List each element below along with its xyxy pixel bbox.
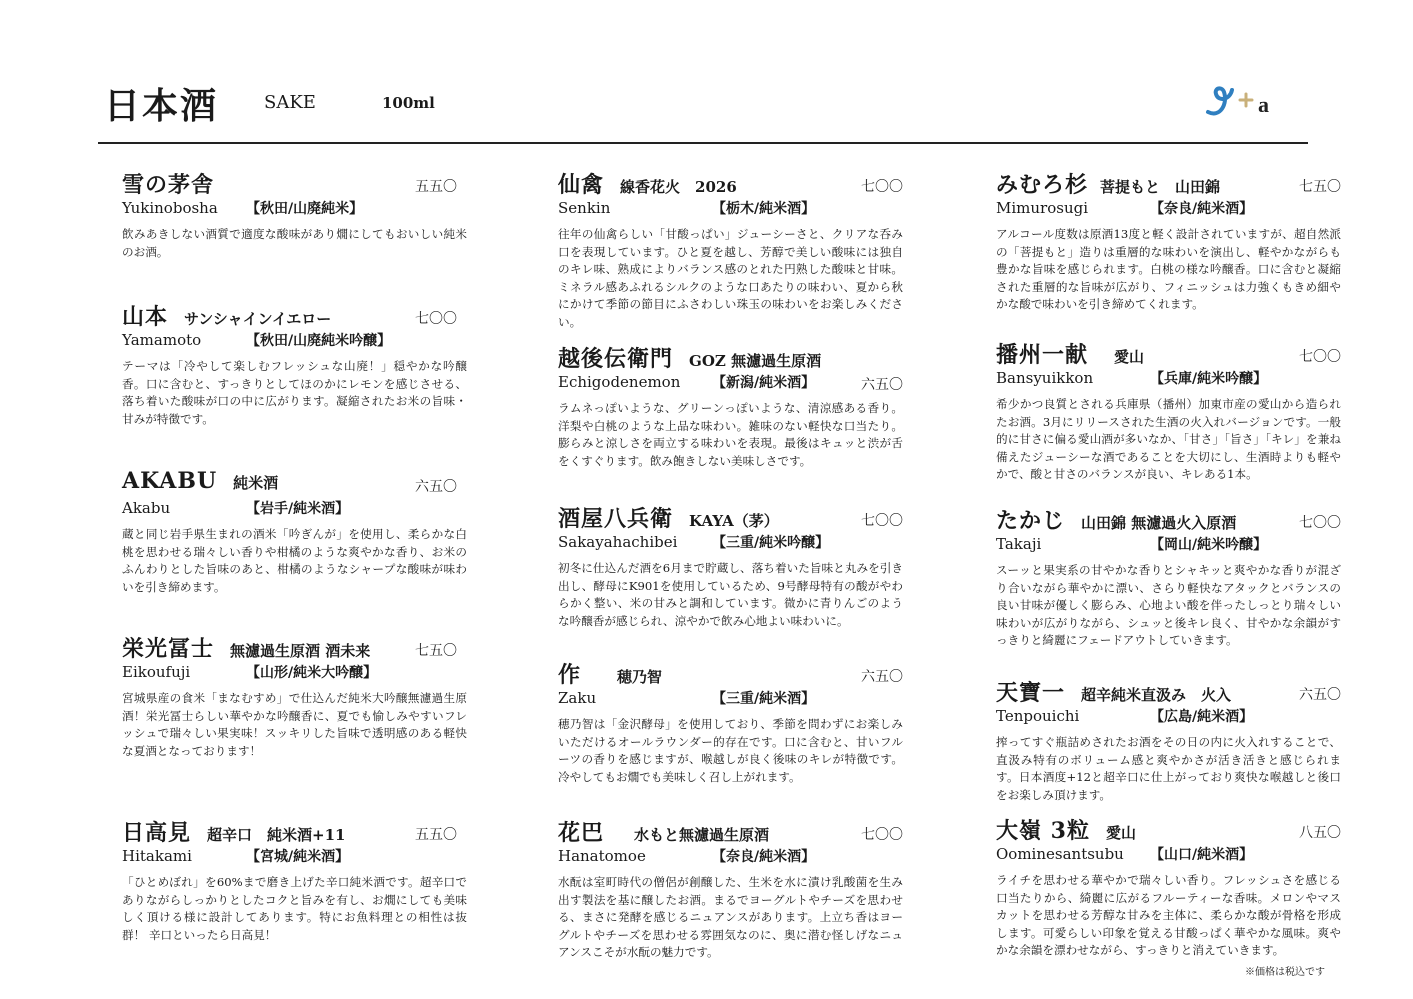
sake-romaji: Eikoufuji bbox=[122, 663, 191, 681]
sake-romaji: Bansyuikkon bbox=[996, 369, 1094, 387]
sake-item bbox=[122, 168, 467, 261]
sake-name: 天寶一 bbox=[996, 680, 1066, 706]
sake-region: 【秋田/山廃純米】 bbox=[246, 201, 364, 217]
sake-romaji: Sakayahachibei bbox=[558, 533, 678, 551]
sake-subtitle: 純米酒 bbox=[233, 474, 279, 492]
sake-region: 【新潟/純米酒】 bbox=[712, 375, 816, 391]
sake-description: 初冬に仕込んだ酒を6月まで貯蔵し、落ち着いた旨味と丸みを引き出し、酵母にK901を使用しているため、9号酵母特有の酸がやわらかく整い、米の甘みと調和しています。微かに青りんごのような吟醸香が感じられ、涼やかで飲み心地よい味わいに。 bbox=[558, 561, 903, 628]
sake-romaji: Tenpouichi bbox=[996, 707, 1080, 725]
sake-region: 【広島/純米酒】 bbox=[1150, 709, 1254, 725]
sake-region: 【岩手/純米酒】 bbox=[246, 501, 350, 517]
sake-price: 六五〇 bbox=[861, 669, 903, 685]
sake-name: 花巴 bbox=[558, 820, 605, 846]
sake-name: 越後伝衛門 bbox=[558, 346, 674, 372]
sake-region: 【山形/純米大吟醸】 bbox=[246, 665, 378, 681]
sake-item bbox=[558, 168, 903, 331]
sake-item bbox=[558, 658, 903, 786]
sake-price: 七五〇 bbox=[1299, 179, 1341, 195]
sake-item bbox=[122, 300, 467, 428]
sake-price: 七〇〇 bbox=[415, 311, 457, 327]
sake-price: 六五〇 bbox=[861, 377, 903, 393]
sake-name: みむろ杉 bbox=[996, 172, 1089, 198]
serving-volume: 100ml bbox=[382, 94, 435, 112]
sake-region: 【山口/純米酒】 bbox=[1150, 847, 1254, 863]
sake-name: 大嶺 3粒 bbox=[996, 818, 1090, 844]
sake-region: 【三重/純米吟醸】 bbox=[712, 535, 830, 551]
sake-subtitle: 超辛口 純米酒+11 bbox=[207, 826, 346, 844]
sake-item bbox=[996, 338, 1341, 484]
sake-name: 栄光冨士 bbox=[122, 636, 215, 662]
sake-region: 【奈良/純米酒】 bbox=[712, 849, 816, 865]
sake-description: 蔵と同じ岩手県生まれの酒米「吟ぎんが」を使用し、柔らかな白桃を思わせる瑞々しい香りや柑橘のような爽やかな香り、お米のふんわりとした旨味のあと、柑橘のようなシャープな酸味が味わいを引き締めます。 bbox=[122, 527, 467, 594]
sake-price: 七〇〇 bbox=[1299, 515, 1341, 531]
sake-subtitle: 超辛純米直汲み 火入 bbox=[1081, 686, 1232, 704]
sake-subtitle: 穂乃智 bbox=[617, 668, 663, 686]
sake-price: 五五〇 bbox=[415, 179, 457, 195]
sake-description: アルコール度数は原酒13度と軽く設計されていますが、超自然派の「菩提もと」造りは重層的な味わいを演出し、軽やかながらも豊かな旨味を感じられます。白桃の様な吟醸香。口に含むと凝縮された重層的な旨味が広がり、フィニッシュは力強くもきめ細やかな酸で味わいを引き締めてくれます。 bbox=[996, 227, 1341, 311]
sake-price: 七〇〇 bbox=[861, 513, 903, 529]
sake-price: 七〇〇 bbox=[1299, 349, 1341, 365]
sake-item bbox=[996, 676, 1341, 804]
header-divider bbox=[98, 142, 1308, 144]
sake-region: 【宮城/純米酒】 bbox=[246, 849, 350, 865]
sake-romaji: Yamamoto bbox=[122, 331, 202, 349]
sake-romaji: Akabu bbox=[122, 499, 171, 517]
sake-name: 山本 bbox=[122, 304, 169, 330]
sake-item bbox=[122, 468, 467, 596]
sake-name: AKABU bbox=[122, 468, 218, 494]
sake-price: 八五〇 bbox=[1299, 825, 1341, 841]
sake-description: テーマは「冷やして楽しむフレッシュな山廃！」穏やかな吟醸香。口に含むと、すっきりとしてほのかにレモンを感じさせる、落ち着いた酸味が口の中に広がります。凝縮されたお米の旨味・甘みが特徴です。 bbox=[122, 359, 467, 426]
sake-description: 穂乃智は「金沢酵母」を使用しており、季節を問わずにお楽しみいただけるオールラウンダー的存在です。口に含むと、甘いフルーツの香りを感じますが、喉越しが良く後味のキレが特徴です。冷やしてもお燗でも美味しく召し上がれます。 bbox=[558, 717, 903, 784]
sake-romaji: Echigodenemon bbox=[558, 373, 681, 391]
sake-description: 宮城県産の食米「まなむすめ」で仕込んだ純米大吟醸無濾過生原酒！栄光冨士らしい華やかな吟醸香に、夏でも愉しみやすいフレッシュで瑞々しい果実味！スッキリした旨味で透明感のある軽快な夏酒となっております！ bbox=[122, 691, 467, 758]
sake-subtitle: 愛山 bbox=[1114, 348, 1145, 366]
sake-region: 【栃木/純米酒】 bbox=[712, 201, 816, 217]
sake-item bbox=[558, 502, 903, 630]
sake-item bbox=[122, 816, 467, 944]
sake-description: 水酛は室町時代の僧侶が創醸した、生米を水に漬け乳酸菌を生み出す製法を基に醸したお酒。まるでヨーグルトやチーズを思わせる、まさに発酵を感じるニュアンスがあります。上立ち香はヨーグルトやチーズを思わせる雰囲気なのに、奥に潜む怪しげなニュアンスこそが水酛の魅力です。 bbox=[558, 875, 903, 959]
page-title-en: SAKE bbox=[264, 92, 316, 113]
sake-item bbox=[122, 632, 467, 760]
brand-logo bbox=[1202, 82, 1302, 122]
sake-item bbox=[996, 814, 1341, 960]
sake-name: たかじ bbox=[996, 508, 1066, 534]
sake-description: 「ひとめぼれ」を60%まで磨き上げた辛口純米酒です。超辛口でありながらしっかりとしたコクと旨みを有し、お燗にしても美味しく頂ける様に設計してあります。特にお魚料理との相性は抜群！ 辛口といったら日高見！ bbox=[122, 875, 467, 942]
page-title: 日本酒 bbox=[104, 85, 219, 127]
sake-price: 七〇〇 bbox=[861, 179, 903, 195]
sake-description: 飲みあきしない酒質で適度な酸味があり燗にしてもおいしい純米のお酒。 bbox=[122, 227, 467, 259]
sake-price: 七五〇 bbox=[415, 643, 457, 659]
sake-subtitle: サンシャインイエロー bbox=[184, 310, 332, 328]
sake-item bbox=[558, 816, 903, 962]
sake-region: 【秋田/山廃純米吟醸】 bbox=[246, 333, 392, 349]
sake-romaji: Zaku bbox=[558, 689, 597, 707]
sake-name: 酒屋八兵衛 bbox=[558, 506, 674, 532]
sake-price: 五五〇 bbox=[415, 827, 457, 843]
sake-name: 播州一献 bbox=[996, 342, 1089, 368]
sake-name: 雪の茅舎 bbox=[122, 172, 215, 198]
sake-name: 作 bbox=[558, 662, 582, 688]
sake-romaji: Oominesantsubu bbox=[996, 845, 1124, 863]
sake-description: ラムネっぽいような、グリーンっぽいような、清涼感ある香り。洋梨や白桃のような上品な味わい。雑味のない軽快な口当たり。膨らみと涼しさを両立する味わいを表現。最後はキュッと渋が舌をくすぐります。飲み飽きしない美味しさです。 bbox=[558, 401, 903, 468]
sake-subtitle: 線香花火 2026 bbox=[620, 178, 737, 196]
sake-price: 七〇〇 bbox=[861, 827, 903, 843]
sake-region: 【奈良/純米酒】 bbox=[1150, 201, 1254, 217]
sake-romaji: Takaji bbox=[996, 535, 1042, 553]
sake-name: 日高見 bbox=[122, 820, 192, 846]
menu-header bbox=[104, 78, 1304, 128]
sake-region: 【三重/純米酒】 bbox=[712, 691, 816, 707]
sake-description: 往年の仙禽らしい「甘酸っぱい」ジューシーさと、クリアな呑み口を表現しています。ひと夏を越し、芳醇で美しい酸味には独自のキレ味、熟成によりバランス感のとれた円熟した酸味と甘味。ミネラル感あふれるシルクのような口あたりの味わい、夏から秋にかけて季節の節目にふさわしい珠玉の味わいをお楽しみください。 bbox=[558, 227, 903, 329]
sake-price: 六五〇 bbox=[1299, 687, 1341, 703]
sake-description: ライチを思わせる華やかで瑞々しい香り。フレッシュさを感じる口当たりから、綺麗に広がるフルーティーな香味。メロンやマスカットを思わせる芳醇な甘みを主体に、柔らかな酸が骨格を形成します。可愛らしい印象を覚える甘酸っぱく華やかな風味。爽やかな余韻を漂わせながら、すっきりと消えていきます。 bbox=[996, 873, 1341, 957]
sake-description: スーッと果実系の甘やかな香りとシャキッと爽やかな香りが混ざり合いながら華やかに漂い、さらり軽快なアタックとバランスの良い甘味が優しく膨らみ、心地よい酸を伴ったしっとり瑞々しい味わいが広がりながら、シュッと後キレ良く、甘やかな余韻がすっきりと綺麗にフェードアウトしていきます。 bbox=[996, 563, 1341, 647]
sake-name: 仙禽 bbox=[558, 172, 605, 198]
sake-subtitle: 山田錦 無濾過火入原酒 bbox=[1081, 514, 1237, 532]
sake-subtitle: KAYA（茅） bbox=[689, 512, 779, 530]
sake-subtitle: 愛山 bbox=[1105, 824, 1136, 842]
sake-subtitle: 水もと無濾過生原酒 bbox=[634, 826, 770, 844]
sake-romaji: Hitakami bbox=[122, 847, 192, 865]
sake-romaji: Hanatomoe bbox=[558, 847, 646, 865]
sake-item bbox=[996, 504, 1341, 650]
sake-item bbox=[996, 168, 1341, 314]
sake-subtitle: 菩提もと 山田錦 bbox=[1100, 178, 1221, 196]
sake-region: 【岡山/純米吟醸】 bbox=[1150, 537, 1268, 553]
logo-letter: a bbox=[1258, 92, 1269, 117]
sake-subtitle: 無濾過生原酒 酒未来 bbox=[230, 642, 371, 660]
sake-romaji: Yukinobosha bbox=[122, 199, 218, 217]
tax-note: ※価格は税込です bbox=[1245, 967, 1325, 978]
sake-romaji: Mimurosugi bbox=[996, 199, 1088, 217]
sake-romaji: Senkin bbox=[558, 199, 611, 217]
sake-description: 希少かつ良質とされる兵庫県（播州）加東市産の愛山から造られたお酒。3月にリリースされた生酒の火入れバージョンです。一般的に甘さに偏る愛山酒が多いなか、「甘さ」「旨さ」「キレ」を兼ね備えたジューシーな酒であることを大切にし、生酒時よりも軽やかで、酸と甘さのバランスが良い、キレある1本。 bbox=[996, 397, 1341, 481]
sake-subtitle: GOZ 無濾過生原酒 bbox=[689, 352, 822, 370]
sake-region: 【兵庫/純米吟醸】 bbox=[1150, 371, 1268, 387]
sake-description: 搾ってすぐ瓶詰めされたお酒をその日の内に火入れすることで、直汲み特有のボリューム感と爽やかさが活き活きと感じられます。日本酒度+12と超辛口に仕上がっており爽快な喉越しと後口をお楽しみ頂けます。 bbox=[996, 735, 1341, 802]
sake-item bbox=[558, 342, 903, 470]
sake-price: 六五〇 bbox=[415, 479, 457, 495]
